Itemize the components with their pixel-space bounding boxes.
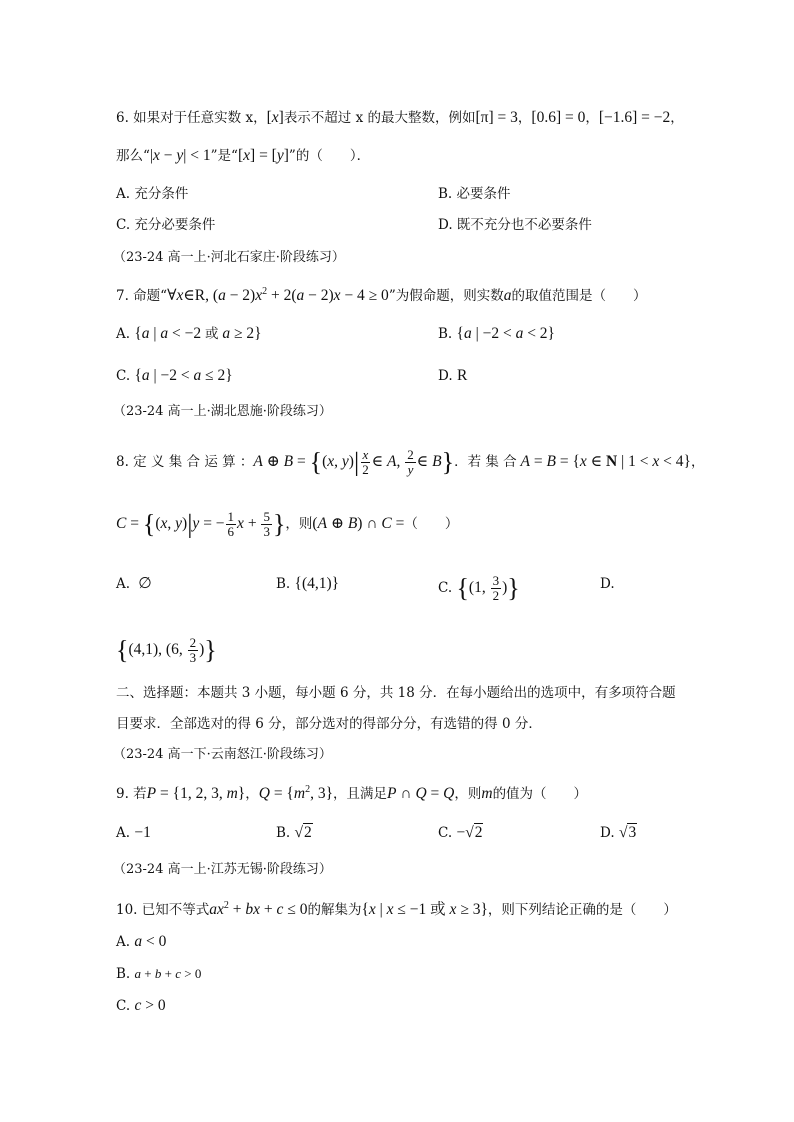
q10-inequality: $ax^2$ + bx + c ≤ 0 bbox=[209, 900, 308, 919]
q10-option-a-label: A. bbox=[116, 934, 131, 950]
q8-frac-x-2: $\frac{x}{2}$ bbox=[362, 447, 369, 477]
q8-option-c[interactable] bbox=[438, 574, 520, 603]
q7-proposition: ∀x∈R, $(a - 2)x^2 + 2(a - 2)x - 4 \ge 0$ bbox=[167, 286, 389, 305]
q7-option-a-or: 或 bbox=[205, 326, 219, 342]
q6-option-d[interactable]: D. 既不充分也不必要条件 bbox=[438, 217, 592, 233]
q10-option-b[interactable] bbox=[116, 964, 201, 984]
q8-question-expr: (A ⊕ B) ∩ C = bbox=[312, 515, 405, 533]
q7-stem bbox=[116, 282, 646, 306]
q7-var-a: a bbox=[503, 287, 512, 305]
q10-stem-a: 10. 已知不等式 bbox=[116, 902, 210, 919]
q8-option-d[interactable] bbox=[600, 574, 615, 594]
q6-condition-2: [x] = [y] bbox=[237, 147, 289, 164]
q9-option-a-value: −1 bbox=[134, 824, 151, 841]
q9-stem bbox=[116, 780, 587, 804]
q9-option-c-sqrt: −√2 bbox=[456, 824, 483, 841]
q8-set-c-expr: C = {(x, y)|y = − $\frac{1}{6}$ x + $\frac{5}{3}$ } bbox=[116, 509, 286, 539]
q6-stem-b: 表示不超过 x 的最大整数，例如 bbox=[283, 110, 476, 126]
q8-option-b-expr: {(4,1)} bbox=[294, 575, 340, 592]
q8-option-b-label: B. bbox=[276, 576, 291, 592]
q6-option-b[interactable]: B. 必要条件 bbox=[438, 186, 511, 202]
q9-stem-a: 9. 若 bbox=[116, 786, 147, 803]
q6-option-a[interactable]: A. 充分条件 bbox=[116, 186, 189, 202]
q7-option-b-expr: {a | −2 < a < 2} bbox=[456, 325, 555, 342]
q6-stem2-b: ”是“ bbox=[210, 148, 238, 164]
q6-stem2-a: 那么“ bbox=[116, 148, 150, 164]
q8-option-a-expr: ∅ bbox=[134, 575, 152, 592]
q10-source: （23-24 高一上·江苏无锡·阶段练习） bbox=[113, 862, 332, 877]
q6-stem-line1 bbox=[116, 108, 684, 128]
q7-source: （23-24 高一上·河北石家庄·阶段练习） bbox=[113, 250, 345, 265]
q8-stem-line1 bbox=[116, 448, 704, 477]
q7-option-a-label: A. bbox=[116, 326, 131, 342]
q7-stem-a: 7. 命题“ bbox=[116, 288, 168, 305]
q9-option-b[interactable] bbox=[276, 823, 313, 843]
q8-option-c-expr: {(1, $\frac{3}{2}$ )} bbox=[456, 573, 520, 603]
q8-def-expr: A ⊕ B = {(x, y)| $\frac{x}{2}$ ∈ A, $\frac{2}{y}$ ∈ B} bbox=[253, 447, 455, 477]
q9-option-d-label: D. bbox=[600, 825, 615, 841]
q8-frac-3-2: $\frac{3}{2}$ bbox=[492, 573, 500, 603]
q6-option-c[interactable]: C. 充分必要条件 bbox=[116, 217, 216, 233]
q7-option-c[interactable] bbox=[116, 366, 233, 386]
q8-stem-c: ， bbox=[690, 454, 705, 471]
q9-condition: P ∩ Q = Q bbox=[387, 785, 455, 803]
q8-option-a[interactable] bbox=[116, 574, 152, 594]
q7-option-d-label: D. bbox=[438, 368, 453, 384]
q10-option-b-expr: a + b + c > 0 bbox=[134, 966, 202, 981]
q8-set-expr: A = B = {x ∈ N | 1 < x < 4} bbox=[520, 453, 691, 471]
q8-stem2-c: （ ） bbox=[404, 516, 459, 533]
q9-option-a[interactable] bbox=[116, 823, 151, 843]
q9-option-b-sqrt: √2 bbox=[294, 824, 312, 841]
q9-option-d[interactable] bbox=[600, 823, 637, 843]
q9-option-c-label: C. bbox=[438, 825, 453, 841]
q7-option-c-expr: {a | −2 < a ≤ 2} bbox=[134, 367, 233, 384]
q8-option-d-label: D. bbox=[600, 576, 615, 592]
q10-stem bbox=[116, 896, 677, 920]
q9-option-b-label: B. bbox=[276, 825, 291, 841]
q9-option-c-sign: − bbox=[456, 824, 466, 841]
q7-option-a-expr: {a | a < −2 bbox=[134, 325, 206, 342]
q9-source: （23-24 高一下·云南怒江·阶段练习） bbox=[113, 747, 332, 762]
q9-option-c-radicand: 2 bbox=[474, 824, 483, 841]
q8-frac-5-3: $\frac{5}{3}$ bbox=[263, 509, 270, 539]
q9-set-p: P = {1, 2, 3, m} bbox=[146, 785, 246, 803]
q10-option-a-expr: a < 0 bbox=[134, 933, 167, 950]
q8-option-c-label: C. bbox=[438, 580, 453, 597]
q10-solution-set: {x | x ≤ −1 或 x ≥ 3} bbox=[361, 901, 488, 919]
q6-floor-x: [x] bbox=[266, 109, 284, 126]
q8-frac-2-y: $\frac{2}{y}$ bbox=[407, 447, 414, 477]
q8-source: （23-24 高一上·湖北恩施·阶段练习） bbox=[113, 404, 332, 419]
q9-stem-e: 的值为（ ） bbox=[492, 786, 588, 803]
q10-option-a[interactable] bbox=[116, 932, 166, 952]
q7-stem-c: 的取值范围是（ ） bbox=[511, 288, 647, 305]
q8-stem-b: ．若 集 合 bbox=[454, 454, 517, 471]
q7-option-a-expr2: a ≥ 2} bbox=[222, 325, 262, 342]
q6-sep1: ， bbox=[517, 110, 532, 126]
q10-stem-b: 的解集为 bbox=[307, 902, 362, 919]
q8-stem-line2 bbox=[116, 510, 458, 539]
q8-option-a-label: A. bbox=[116, 576, 131, 592]
q6-stem-a: 6. 如果对于任意实数 x， bbox=[116, 110, 267, 126]
section2-line2: 目要求．全部选对的得 6 分，部分选对的得部分分，有选错的得 0 分． bbox=[116, 716, 542, 732]
section2-line1: 二、选择题：本题共 3 小题，每小题 6 分，共 18 分．在每小题给出的选项中，有多项符合题 bbox=[116, 685, 676, 701]
q8-option-b[interactable] bbox=[276, 574, 339, 594]
q9-stem-b: ， bbox=[245, 786, 259, 803]
q9-option-c[interactable] bbox=[438, 823, 483, 843]
q10-option-c[interactable] bbox=[116, 996, 166, 1016]
q6-example-2: [0.6] = 0 bbox=[531, 109, 586, 126]
q8-stem2-b: ，则 bbox=[285, 516, 313, 533]
q7-option-b[interactable] bbox=[438, 324, 555, 344]
q6-stem2-c: ”的（ ）． bbox=[288, 148, 371, 164]
q7-option-c-label: C. bbox=[116, 368, 131, 384]
q10-option-c-label: C. bbox=[116, 998, 131, 1014]
q9-option-d-radicand: 3 bbox=[628, 824, 637, 841]
q8-option-d-expr bbox=[116, 636, 217, 665]
q8-frac-1-6: $\frac{1}{6}$ bbox=[227, 509, 235, 539]
q9-option-d-sqrt: √3 bbox=[618, 824, 637, 841]
q9-set-q: $Q = \{m^2$, 3} bbox=[258, 784, 334, 803]
q8-stem-a: 8. 定 义 集 合 运 算 ： bbox=[116, 454, 254, 471]
q9-option-a-label: A. bbox=[116, 825, 131, 841]
q7-option-d[interactable] bbox=[438, 366, 467, 386]
q9-stem-d: ，则 bbox=[454, 786, 482, 803]
q10-option-c-expr: c > 0 bbox=[134, 997, 166, 1014]
q8-frac-2-3: $\frac{2}{3}$ bbox=[189, 635, 197, 665]
q7-stem-b: ”为假命题，则实数 bbox=[388, 288, 504, 305]
q6-condition-1: |x − y| < 1 bbox=[149, 147, 211, 164]
q9-option-b-radicand: 2 bbox=[304, 824, 312, 841]
q7-option-a[interactable] bbox=[116, 324, 262, 344]
q7-option-b-label: B. bbox=[438, 326, 453, 342]
q10-option-b-label: B. bbox=[116, 966, 131, 982]
q7-option-d-expr: R bbox=[456, 367, 468, 384]
q6-example-1: [π] = 3 bbox=[475, 109, 518, 126]
q9-stem-c: ，且满足 bbox=[333, 786, 388, 803]
q8-option-d-set: {(4,1), (6, $\frac{2}{3}$ )} bbox=[116, 635, 217, 665]
q6-sep3: ， bbox=[670, 110, 684, 126]
q10-stem-c: ，则下列结论正确的是（ ） bbox=[487, 902, 677, 919]
q9-var-m: m bbox=[481, 785, 493, 803]
q6-sep2: ， bbox=[585, 110, 599, 126]
q6-example-3: [−1.6] = −2 bbox=[598, 109, 671, 126]
q6-stem-line2 bbox=[116, 146, 370, 166]
